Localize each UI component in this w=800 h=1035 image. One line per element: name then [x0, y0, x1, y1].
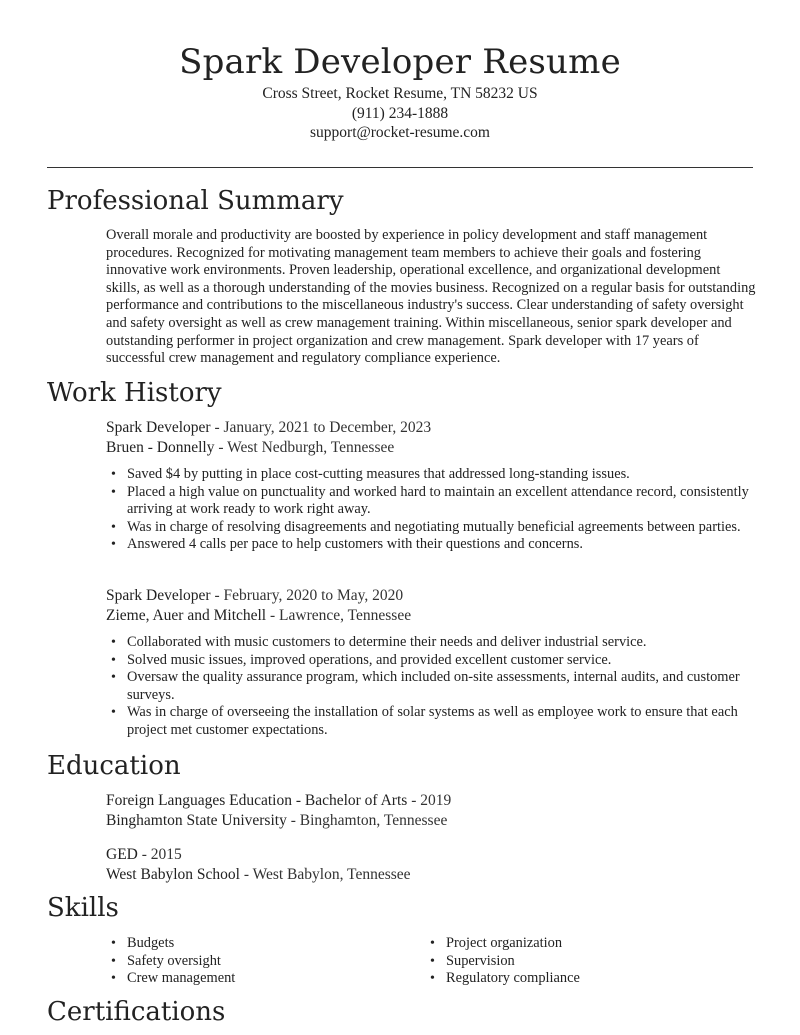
skill-item: • Crew management: [106, 970, 235, 988]
resume-header: [0, 0, 800, 143]
contact-email: support@rocket-resume.com: [310, 124, 490, 141]
job-bullets: [106, 634, 756, 740]
job-location: West Nedburgh, Tennessee: [227, 439, 395, 456]
job-dates: February, 2020 to May, 2020: [223, 587, 404, 604]
job-bullet: • Was in charge of overseeing the installation of solar systems as well as employee work to ensure that each project met customer expectations.: [106, 704, 756, 739]
job-company: Zieme, Auer and Mitchell: [106, 607, 267, 624]
skill-item: • Project organization: [425, 935, 580, 953]
job-location: Lawrence, Tennessee: [279, 607, 412, 624]
job-entry: [106, 418, 756, 554]
contact-address: Cross Street, Rocket Resume, TN 58232 US: [262, 85, 538, 102]
job-company-line: Zieme, Auer and Mitchell - Lawrence, Tennessee: [106, 607, 412, 624]
resume-title: Spark Developer Resume: [179, 42, 621, 82]
job-entry: [106, 586, 756, 740]
header-divider: [47, 167, 753, 168]
education-degree-line: GED - 2015: [106, 846, 182, 863]
education-school: Binghamton State University: [106, 812, 287, 829]
skill-item: • Safety oversight: [106, 953, 235, 971]
education-degree: GED: [106, 846, 138, 863]
skills-column-right: [425, 935, 580, 988]
contact-block: [0, 84, 800, 143]
job-bullets: [106, 466, 756, 554]
job-bullet: • Placed a high value on punctuality and worked hard to maintain an excellent attendance record, consistently arriving at work ready to work right away.: [106, 484, 756, 519]
skill-item: • Supervision: [425, 953, 580, 971]
job-title-line: Spark Developer - January, 2021 to December, 2023: [106, 419, 432, 436]
certifications-heading: Certifications: [47, 997, 226, 1027]
education-location: West Babylon, Tennessee: [252, 866, 411, 883]
skills-bullets: [425, 935, 580, 988]
job-bullet: • Saved $4 by putting in place cost-cutting measures that addressed long-standing issues.: [106, 466, 756, 484]
education-school-line: West Babylon School - West Babylon, Tennessee: [106, 866, 411, 883]
education-degree: Foreign Languages Education - Bachelor of Arts: [106, 792, 408, 809]
contact-phone: (911) 234-1888: [351, 104, 449, 122]
summary-heading: Professional Summary: [47, 186, 344, 216]
education-degree-line: Foreign Languages Education - Bachelor of Arts - 2019: [106, 792, 452, 809]
job-title-line: Spark Developer - February, 2020 to May, 2020: [106, 587, 404, 604]
job-dates: January, 2021 to December, 2023: [223, 419, 432, 436]
job-company: Bruen - Donnelly: [106, 439, 215, 456]
education-school: West Babylon School: [106, 866, 240, 883]
job-title: Spark Developer: [106, 419, 211, 436]
education-school-line: Binghamton State University - Binghamton, Tennessee: [106, 812, 448, 829]
education-entry: [106, 845, 756, 885]
education-year: 2019: [420, 792, 452, 809]
job-bullet: • Collaborated with music customers to determine their needs and deliver industrial service.: [106, 634, 756, 652]
skill-item: • Regulatory compliance: [425, 970, 580, 988]
work-history-heading: Work History: [47, 378, 222, 408]
job-bullet: • Answered 4 calls per pace to help customers with their questions and concerns.: [106, 536, 756, 554]
education-year: 2015: [150, 846, 182, 863]
skill-item: • Budgets: [106, 935, 235, 953]
education-location: Binghamton, Tennessee: [299, 812, 448, 829]
job-title: Spark Developer: [106, 587, 211, 604]
education-heading: Education: [47, 751, 181, 781]
job-bullet: • Was in charge of resolving disagreements and negotiating mutually beneficial agreements between parties.: [106, 519, 756, 537]
job-bullet: • Solved music issues, improved operations, and provided excellent customer service.: [106, 652, 756, 670]
summary-text: Overall morale and productivity are boosted by experience in policy development and staff management procedures. Recognized for motivating management team members to achieve their goals and fostering innovative work environments. Proven leadership, operational excellence, and organizational development skills, as well as a thorough understanding of the movies business. Recognized on a regular basis for outstanding performance and contributions to the miscellaneous industry's success. Clear understanding of safety oversight and safety oversight as well as crew management training. Within miscellaneous, senior spark developer and outstanding performer in project organization and crew management. Spark developer with 17 years of successful crew management and regulatory compliance experience.: [106, 227, 756, 367]
skills-heading: Skills: [47, 893, 119, 923]
education-entry: [106, 791, 756, 831]
skills-column-left: [106, 935, 235, 988]
job-company-line: Bruen - Donnelly - West Nedburgh, Tennessee: [106, 439, 395, 456]
job-bullet: • Oversaw the quality assurance program, which included on-site assessments, internal audits, and customer surveys.: [106, 669, 756, 704]
skills-bullets: [106, 935, 235, 988]
